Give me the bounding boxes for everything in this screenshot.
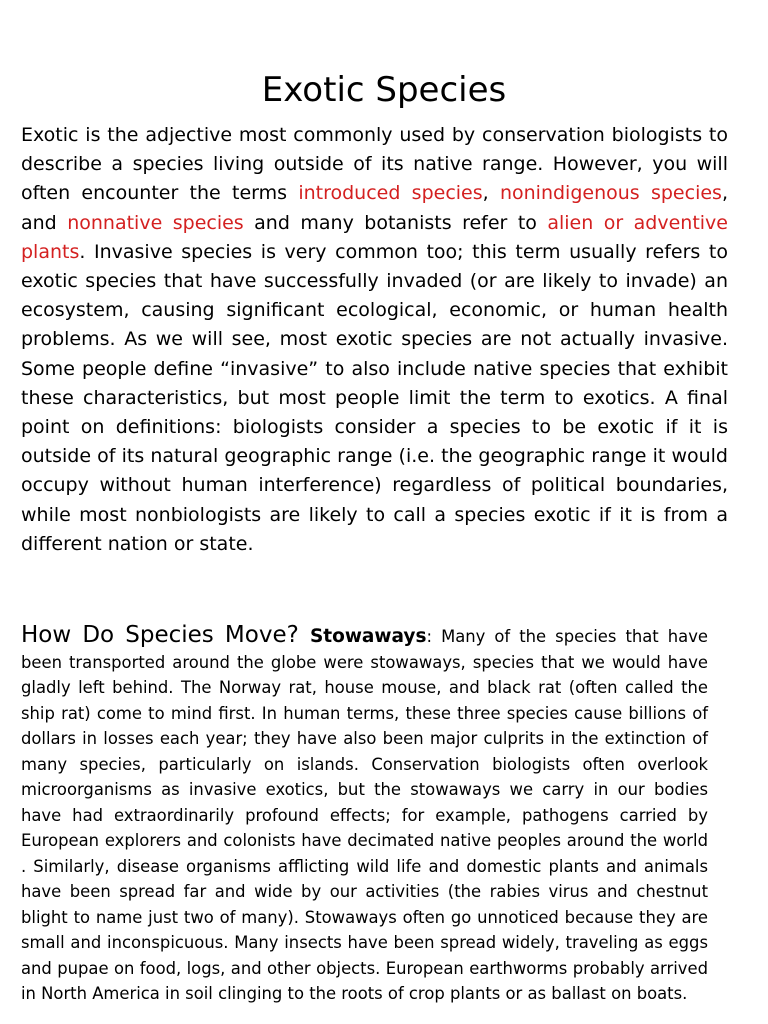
section-heading: How Do Species Move? — [21, 622, 310, 648]
intro-text-5: . Invasive species is very common too; this term usually refers to exotic species that have successfully invaded (or are likely to invade) an ecosystem, causing significant ecological, economic, or human health problems. As we will see, most exotic species are not actually invasive. Some people define “invasive” to also include native species that exhibit these characteristics, but most people limit the term to exotics. A final point on definitions: biologists consider a species to be exotic if it is outside of its natural geographic range (i.e. the geographic range it would occupy without human interference) regardless of political boundaries, while most nonbiologists are likely to call a species exotic if it is from a different nation or state. — [21, 240, 728, 555]
stowaways-paragraph — [21, 623, 708, 1007]
intro-text-4: and many botanists refer to — [243, 211, 548, 234]
intro-paragraph — [21, 121, 728, 559]
section-body: : Many of the species that have been transported around the globe were stowaways, species that we would have gladly left behind. The Norway rat, house mouse, and black rat (often called the ship rat) come to mind first. In human terms, these three species cause billions of dollars in losses each year; they have also been major culprits in the extinction of many species, particularly on islands. Conservation biologists often overlook microorganisms as invasive exotics, but the stowaways we carry in our bodies have had extraordinarily profound effects; for example, pathogens carried by European explorers and colonists have decimated native peoples around the world . Similarly, disease organisms afflicting wild life and domestic plants and animals have been spread far and wide by our activities (the rabies virus and chestnut blight to name just two of many). Stowaways often go unnoticed because they are small and inconspicuous. Many insects have been spread widely, traveling as eggs and pupae on food, logs, and other objects. European earthworms probably arrived in North America in soil clinging to the roots of crop plants or as ballast on boats. — [21, 627, 708, 1003]
term-alien-adventive-plants: alien or adventive plants — [21, 211, 728, 263]
term-nonindigenous-species: nonindigenous species — [499, 182, 722, 205]
term-introduced-species: introduced species — [298, 182, 483, 205]
page-title: Exotic Species — [261, 70, 507, 110]
intro-text-2: , — [482, 182, 500, 205]
section-subheading: Stowaways — [309, 626, 427, 647]
intro-text-1: Exotic is the adjective most commonly used by conservation biologists to describe a species living outside of its native range. However, you will often encounter the terms — [21, 124, 728, 205]
term-nonnative-species: nonnative species — [67, 211, 244, 234]
intro-text-3: , and — [21, 182, 728, 234]
